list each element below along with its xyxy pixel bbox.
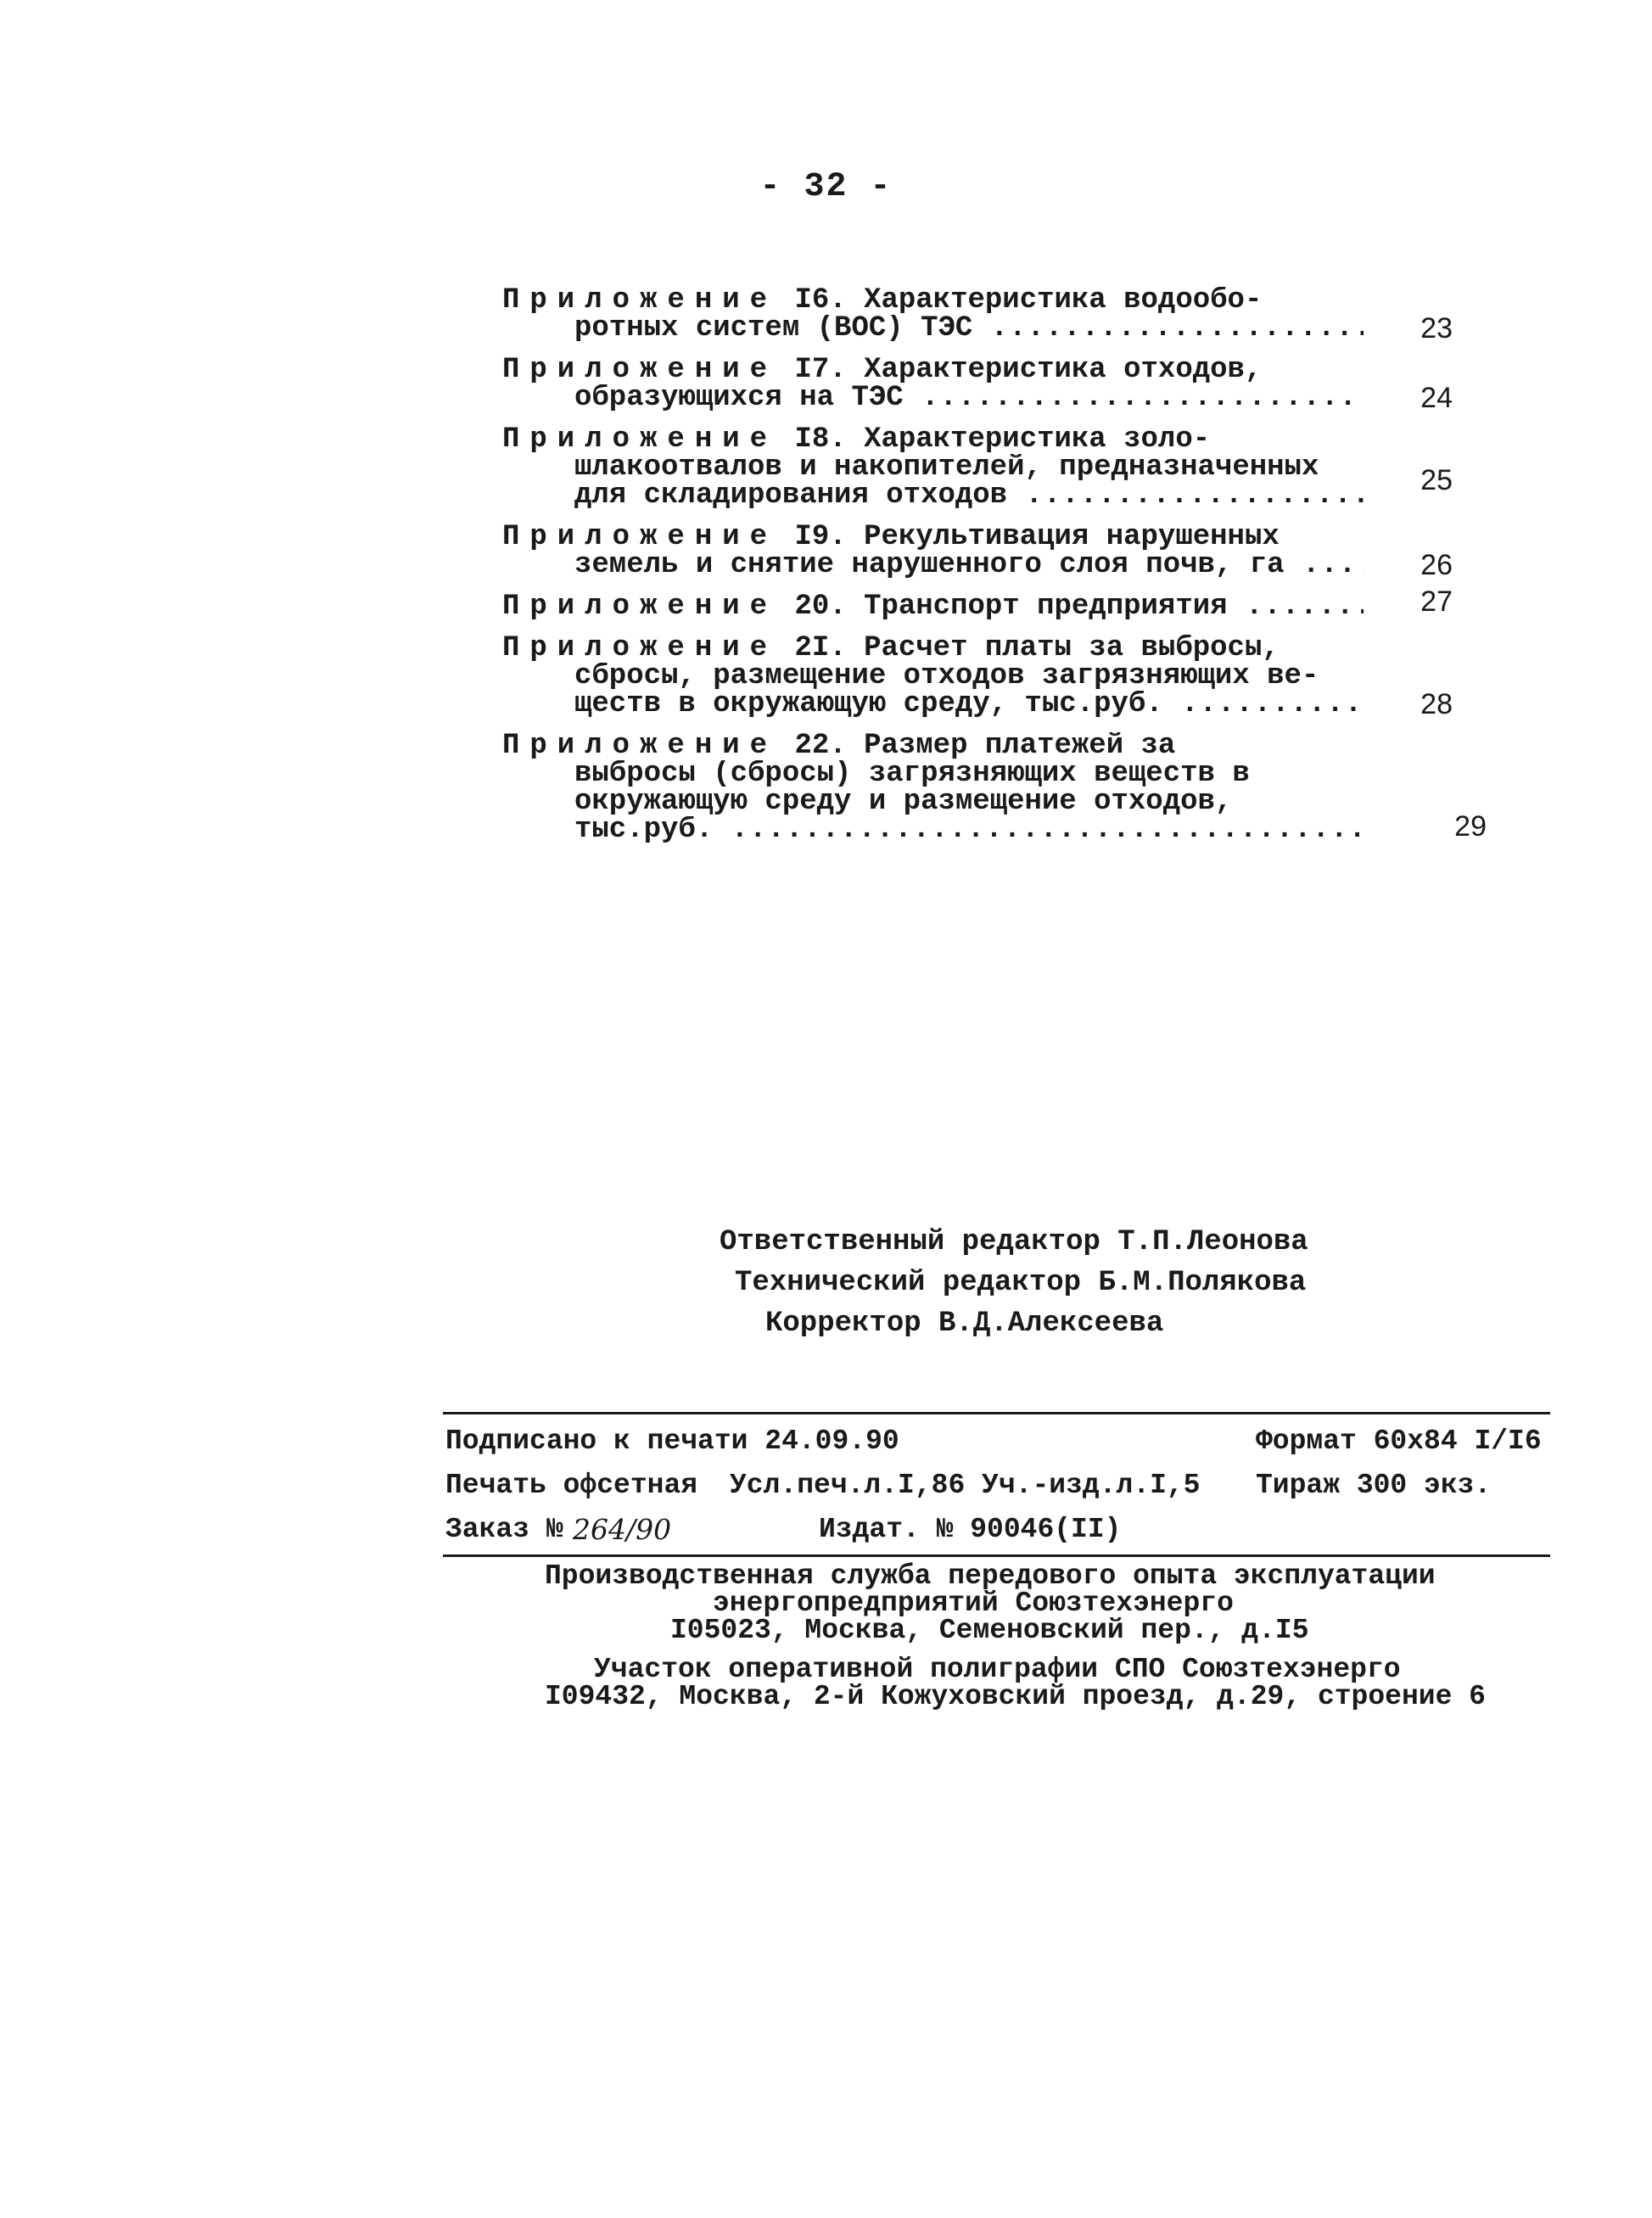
order-label: Заказ № <box>445 1514 563 1545</box>
toc-label: Приложение <box>502 593 778 621</box>
toc-title-line: окружающую среду и размещение отходов, <box>574 788 1233 816</box>
print-run: Тираж 300 экз. <box>1256 1470 1492 1501</box>
proofreader: Корректор В.Д.Алексеева <box>765 1308 1164 1340</box>
toc-label: Приложение <box>502 524 778 552</box>
table-of-contents <box>502 287 1487 858</box>
toc-label: Приложение <box>502 426 778 454</box>
toc-entry-20 <box>502 585 1453 621</box>
toc-title-line: земель и снятие нарушенного слоя почв, га <box>574 552 1285 580</box>
toc-label: Приложение <box>502 732 778 760</box>
edition-number: Издат. № 90046(II) <box>819 1514 1122 1545</box>
signed-date: Подписано к печати 24.09.90 <box>445 1425 899 1457</box>
toc-entry-22 <box>502 732 1487 844</box>
publisher-block <box>0 1560 1652 1712</box>
publisher-address: I05023, Москва, Семеновский пер., д.I5 <box>670 1615 1309 1646</box>
imprint-block <box>445 1420 1548 1552</box>
toc-title-line: ществ в окружающую среду, тыс.руб. <box>574 691 1163 719</box>
toc-page-number: 23 <box>1420 312 1453 344</box>
imprint-row <box>445 1420 1548 1464</box>
toc-title-line: I6. Характеристика водообо- <box>794 287 1263 315</box>
divider-bottom <box>443 1554 1550 1557</box>
toc-page-number: 28 <box>1420 688 1453 720</box>
toc-entry-21 <box>502 635 1453 719</box>
publisher-organization: энергопредприятий Союзтехэнерго <box>713 1588 1234 1619</box>
toc-label: Приложение <box>502 635 778 663</box>
toc-title-line: выбросы (сбросы) загрязняющих веществ в <box>574 760 1250 788</box>
toc-entry-text <box>502 426 1364 510</box>
toc-page-number: 25 <box>1420 464 1453 496</box>
toc-page-number: 27 <box>1420 585 1453 618</box>
divider-top <box>443 1412 1550 1414</box>
toc-title-line: образующихся на ТЭС <box>574 384 904 412</box>
printing-unit: Участок оперативной полиграфии СПО Союзтехэнерго <box>594 1654 1401 1685</box>
toc-title-line: 22. Размер платежей за <box>794 732 1176 760</box>
toc-entry-text <box>502 732 1364 844</box>
imprint-row <box>445 1508 1548 1552</box>
toc-entry-16 <box>502 287 1453 343</box>
toc-page-number: 26 <box>1420 549 1453 581</box>
toc-page-number: 29 <box>1454 810 1487 843</box>
toc-title-line: сбросы, размещение отходов загрязняющих ве- <box>574 663 1319 691</box>
toc-title-line: ротных систем (ВОС) ТЭС <box>574 315 973 343</box>
responsible-editor: Ответственный редактор Т.П.Леонова <box>720 1226 1308 1258</box>
toc-entry-18 <box>502 426 1453 510</box>
imprint-row <box>445 1464 1548 1508</box>
technical-editor: Технический редактор Б.М.Полякова <box>735 1267 1307 1299</box>
order-number: 264/90 <box>573 1513 672 1546</box>
paper-format: Формат 60х84 I/I6 <box>1256 1425 1542 1457</box>
toc-title-line: тыс.руб. <box>574 816 714 844</box>
toc-entry-text <box>502 287 1364 343</box>
toc-title-line: I7. Характеристика отходов, <box>794 356 1263 384</box>
toc-label: Приложение <box>502 356 778 384</box>
printing-address: I09432, Москва, 2-й Кожуховский проезд, д.29, строение 6 <box>545 1681 1486 1712</box>
toc-title-line: I9. Рекультивация нарушенных <box>794 524 1280 552</box>
toc-title-line: 2I. Расчет платы за выбросы, <box>794 635 1280 663</box>
publisher-service: Производственная служба передового опыта эксплуатации <box>545 1560 1436 1592</box>
print-type: Печать офсетная <box>445 1470 698 1501</box>
toc-entry-text <box>502 356 1364 412</box>
page-number: - 32 - <box>759 168 893 206</box>
toc-entry-text <box>502 524 1364 580</box>
toc-title-line: шлакоотвалов и накопителей, предназначенных <box>574 454 1319 482</box>
toc-title-line: 20. Транспорт предприятия <box>794 593 1228 621</box>
toc-entry-text <box>502 593 1364 621</box>
toc-page-number: 24 <box>1420 382 1453 414</box>
toc-title-line: для складирования отходов <box>574 482 1008 510</box>
toc-label: Приложение <box>502 287 778 315</box>
editors-block <box>0 1222 1652 1344</box>
toc-entry-17 <box>502 356 1453 412</box>
sheet-count: Усл.печ.л.I,86 Уч.-изд.л.I,5 <box>730 1470 1201 1501</box>
toc-title-line: I8. Характеристика золо- <box>794 426 1211 454</box>
toc-entry-text <box>502 635 1364 719</box>
toc-entry-19 <box>502 524 1453 580</box>
